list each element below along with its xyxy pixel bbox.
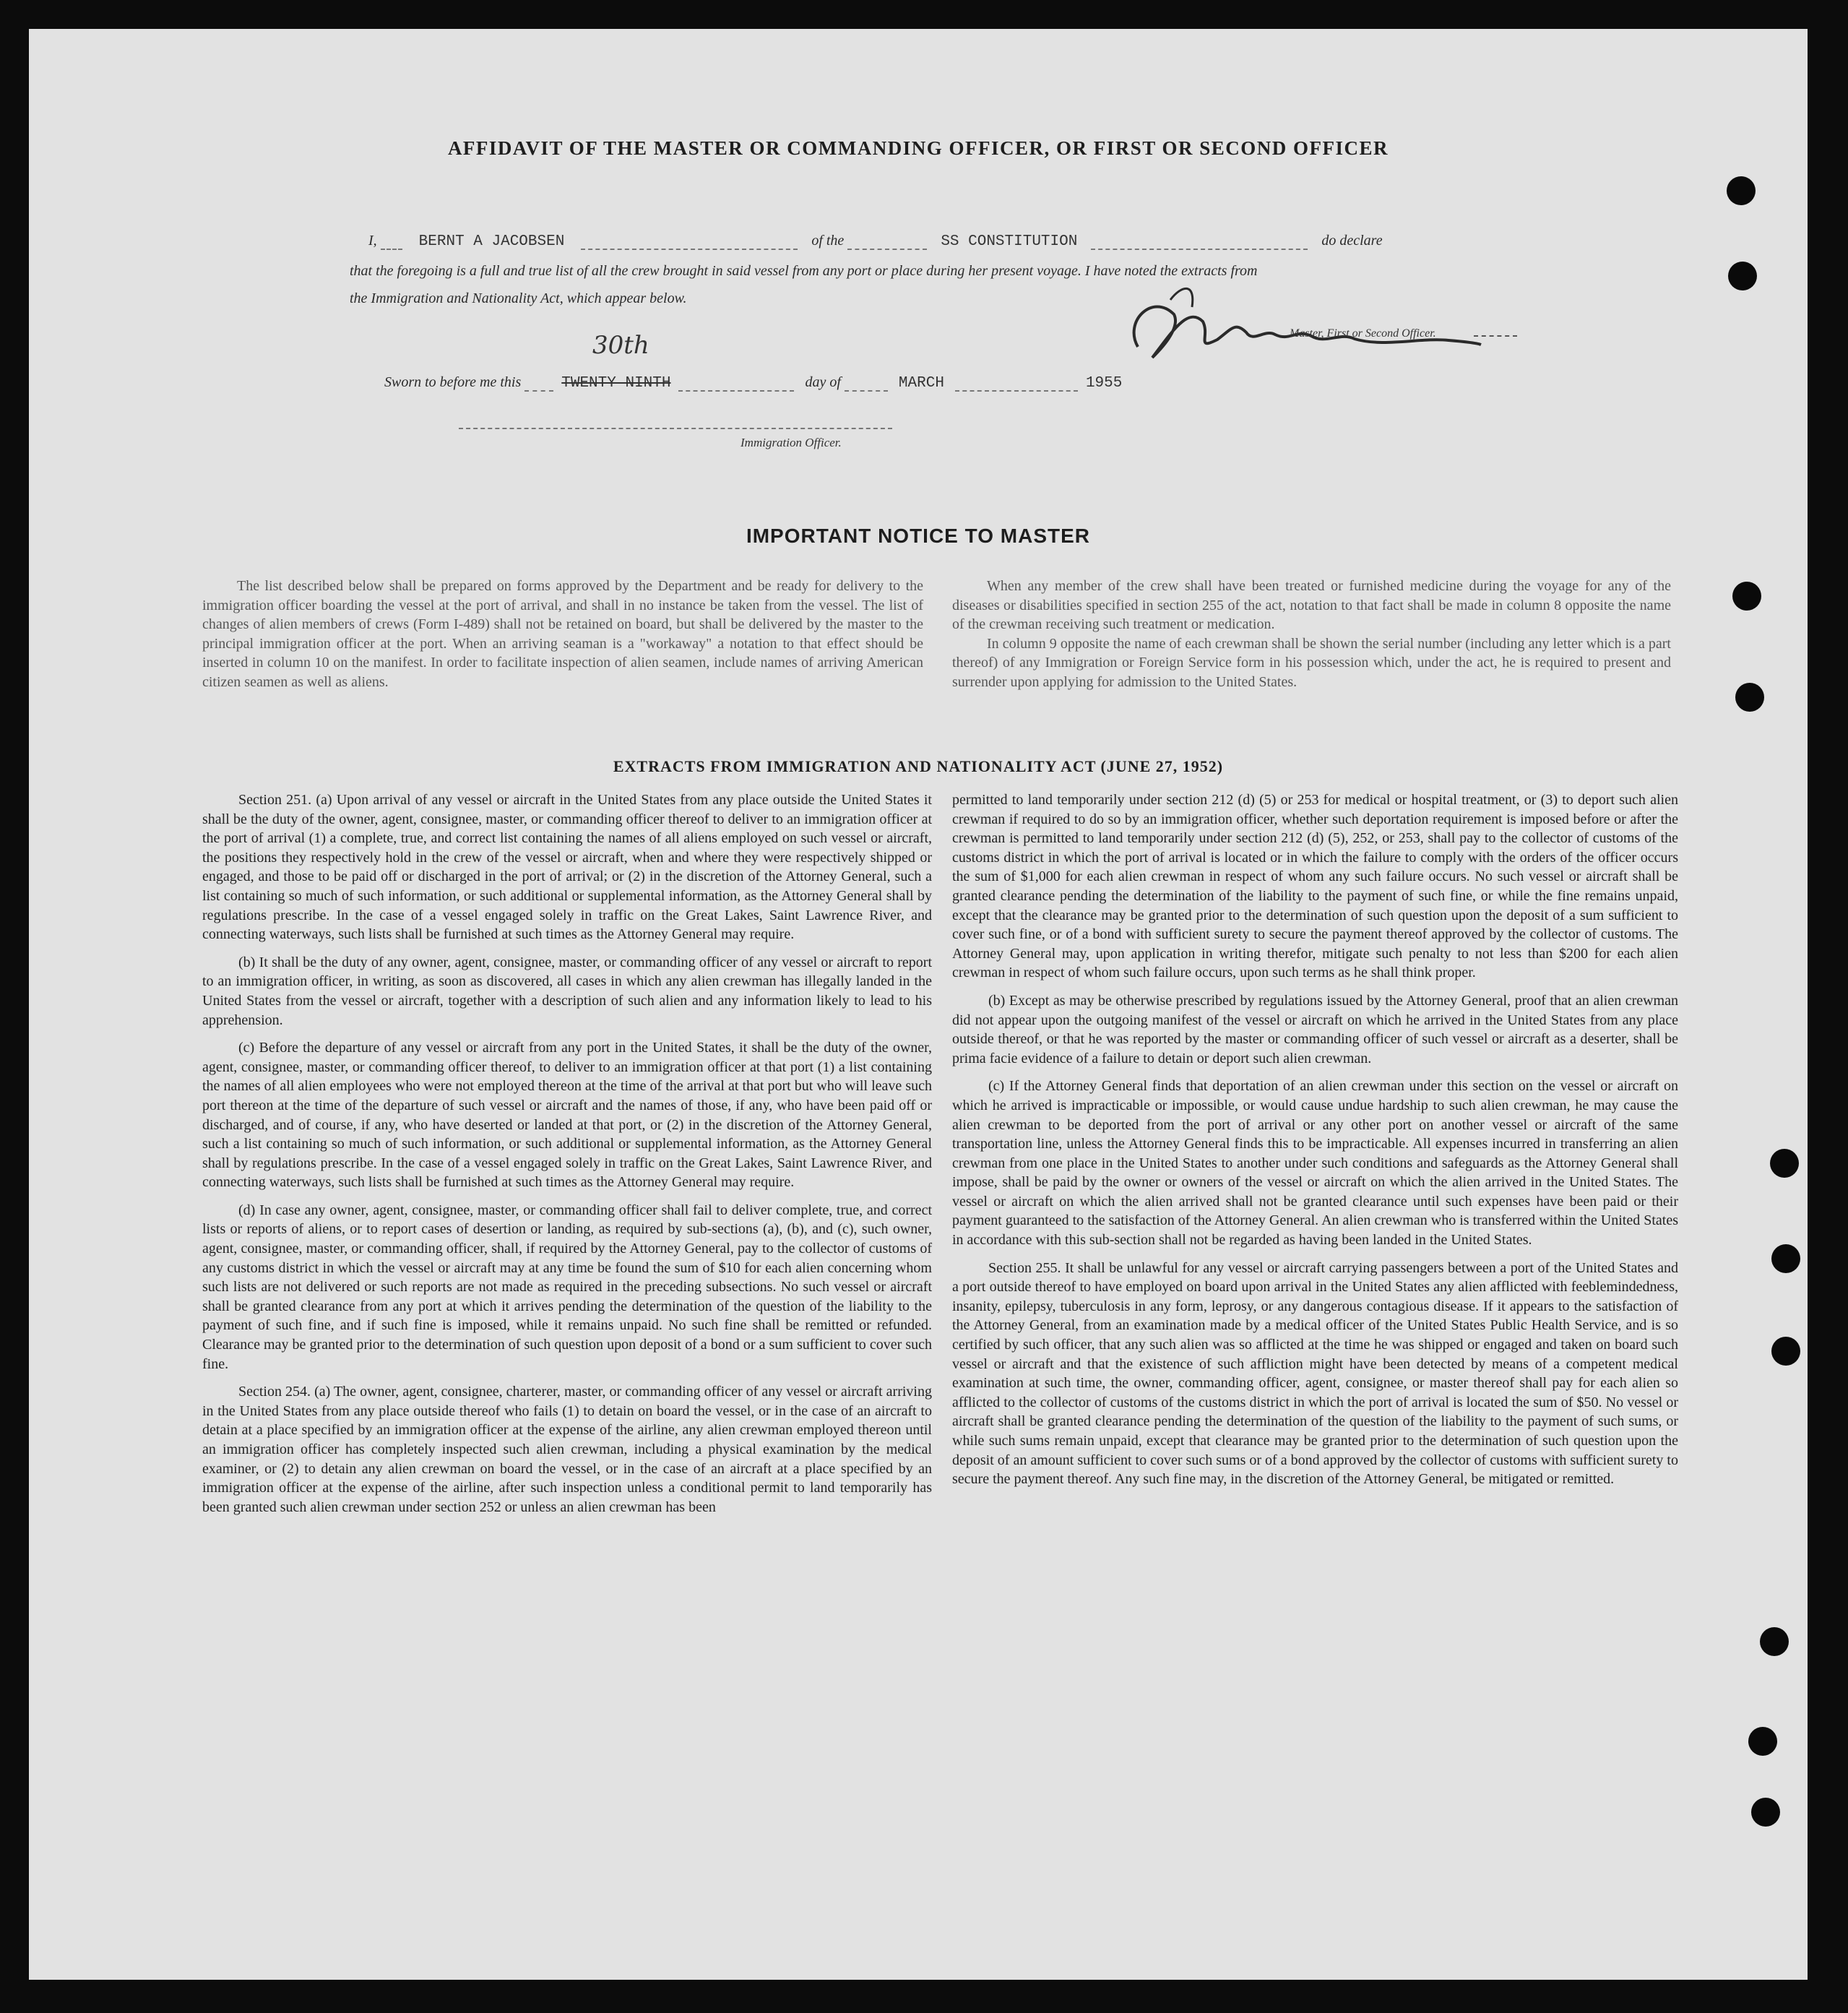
sworn-line [384, 374, 1122, 392]
section-255: Section 255. It shall be unlawful for any vessel or aircraft carrying passengers between a port of the United States and a port outside thereof to have employed on board upon arrival in the United States any alien afflicted with feeblemindedness, insanity, epilepsy, tuberculosis in any form, leprosy, or any dangerous contagious disease. If it appears to the satisfaction of the Attorney General, from an examination made by a medical officer of the United States Public Health Service, and is so certified by such officer, that any such alien was so afflicted at the time he was shipped or engaged and taken on board such vessel or aircraft and that the existence of such affliction might have been detected by means of a competent medical examination at such time, the owner, commanding officer, agent, consignee, or master thereof shall pay for each alien so afflicted to the collector of customs of the customs district in which the port of arrival is located the sum of $50. No vessel or aircraft shall be granted clearance pending the determination of the question of the liability to the payment of such sums, or while such sums remain unpaid, except that clearance may be granted prior to the determination of such question upon the deposit of an amount sufficient to cover such sums or of a bond approved by the collector of customs with sufficient surety to secure the payment thereof. Any such fine may, in the discretion of the Attorney General, be mitigated or remitted. [952, 1259, 1678, 1488]
notice-title: IMPORTANT NOTICE TO MASTER [746, 525, 1091, 547]
notice-right-paragraph-1: When any member of the crew shall have been treated or furnished medicine during the voyage for any of the diseases or disabilities specified in section 255 of the act, notation to that fact shall be made in column 8 opposite the name of the crewman receiving such treatment or medication. [952, 578, 1671, 632]
section-251b: (b) It shall be the duty of any owner, agent, consignee, master, or commanding officer of any vessel or aircraft to report to an immigration officer, in writing, as soon as discovered, all cases in which any alien crewman has illegally landed in the United States from the vessel or aircraft, together with a description of such alien and any information likely to lead to his apprehension. [202, 954, 932, 1028]
declaration-line [368, 233, 1383, 250]
extracts-title: EXTRACTS FROM IMMIGRATION AND NATIONALITY ACT (JUNE 27, 1952) [613, 757, 1224, 775]
handwritten-day: 30th [592, 331, 649, 360]
punch-hole [1728, 262, 1757, 290]
section-251c: (c) Before the departure of any vessel or aircraft from any port in the United States, it shall be the duty of the owner, agent, consignee, master, or commanding officer thereof, to deliver to an immigration officer at that port (1) a list containing the names of all alien employees who were not employed thereon at the time of the arrival at that port but who will leave such port thereon at the time of the departure of such vessel or aircraft and the names of those, if any, who have been paid off or discharged, and of course, if any, who have deserted or landed at that port, or (2) in the discretion of the Attorney General, such a list containing so much of such information, or such additional or supplemental information, as the Attorney General shall by regulations prescribe. In the case of a vessel engaged solely in traffic on the Great Lakes, Saint Lawrence River, and connecting waterways, such lists shall be furnished at such times as the Attorney General may require. [202, 1040, 932, 1191]
notice-right-column [952, 577, 1671, 691]
punch-hole [1727, 176, 1756, 205]
statement-line-2: the Immigration and Nationality Act, which appear below. [350, 290, 687, 306]
section-251a: Section 251. (a) Upon arrival of any vessel or aircraft in the United States from any place outside the United States it shall be the duty of the owner, agent, consignee, master, or commanding officer thereof to deliver to an immigration officer at the port of arrival (1) a complete, true, and correct list containing the names of all aliens employed on such vessel or aircraft, the positions they respectively hold in the crew of the vessel or aircraft, when and where they were respectively shipped or engaged, and those to be paid off or discharged in the port of arrival; or (2) in the discretion of the Attorney General, such a list containing so much of such information, or such additional or supplemental information, as the Attorney General shall by regulations prescribe. In the case of a vessel engaged solely in traffic on the Great Lakes, Saint Lawrence River, and connecting waterways, such lists shall be furnished at such times as the Attorney General may require. [202, 792, 932, 943]
of-the-label: of the [811, 233, 845, 249]
master-underline [1474, 325, 1517, 337]
i-label: I, [368, 233, 377, 249]
notice-left-column [202, 577, 923, 691]
notice-right-paragraph-2: In column 9 opposite the name of each crewman shall be shown the serial number (including any letter which is a part thereof) of any Immigration or Foreign Service form in his possession which, under the act, he is required to present and surrender upon applying for admission to the United States. [952, 635, 1671, 690]
punch-hole [1770, 1149, 1799, 1178]
punch-hole [1748, 1727, 1777, 1756]
section-254c: (c) If the Attorney General finds that deportation of an alien crewman under this section on the vessel or aircraft on which he arrived is impracticable or impossible, or would cause undue hardship to such alien crewman, he may cause the alien crewman to be deported from the port of arrival or any other port on another vessel or aircraft of the same transportation line, unless the Attorney General finds this to be impracticable. All expenses incurred in transferring an alien crewman from one place in the United States to another under such conditions and safeguards as the Attorney General shall impose, shall be paid by the owner or owners of the vessel or aircraft on which the alien arrived in the United States. The vessel or aircraft on which the alien arrived shall not be granted clearance until such expenses have been paid or their payment guaranteed to the satisfaction of the Attorney General. An alien crewman who is transferred within the United States in accordance with this sub-section shall not be regarded as having been landed in the United States. [952, 1078, 1678, 1249]
immigration-officer-label: Immigration Officer. [741, 436, 842, 449]
notice-left-paragraph: The list described below shall be prepared on forms approved by the Department and be ready for delivery to the immigration officer boarding the vessel at the port of arrival, and shall in no instance be taken from the vessel. The list of changes of alien members of crews (Form I-489) shall not be retained on board, but shall be delivered by the master to the principal immigration officer at the port. When an arriving seaman is a "workaway" a notation to that effect should be inserted in column 10 on the manifest. In order to facilitate inspection of alien seamen, include names of arriving American citizen seamen as well as aliens. [202, 578, 923, 690]
sworn-label: Sworn to before me this [384, 374, 522, 390]
master-name: BERNT A JACOBSEN [418, 233, 565, 250]
section-254b: (b) Except as may be otherwise prescribed by regulations issued by the Attorney General, proof that an alien crewman did not appear upon the outgoing manifest of the vessel or aircraft on which he arrived in the United States from any place outside thereof, or that he was reported by the master or commanding officer of such vessel or aircraft as a deserter, shall be prima facie evidence of a failure to detain or deport such alien crewman. [952, 992, 1678, 1066]
section-254a: Section 254. (a) The owner, agent, consignee, charterer, master, or commanding officer of any vessel or aircraft arriving in the United States from any place outside thereof who fails (1) to detain on board the vessel, or in the case of an aircraft to detain at a place specified by an immigration officer at the expense of the airline, any alien crewman employed thereon until an immigration officer has completely inspected such alien crewman, including a physical examination by the medical examiner, or (2) to detain any alien crewman on board the vessel, or in the case of an aircraft at a place specified by an immigration officer at the expense of the airline, after such inspection unless a conditional permit to land temporarily has been granted such alien crewman under section 252 or unless an alien crewman has been [202, 1384, 932, 1515]
document-page [29, 29, 1808, 1980]
affidavit-title: AFFIDAVIT OF THE MASTER OR COMMANDING OFFICER, OR FIRST OR SECOND OFFICER [447, 137, 1389, 159]
declare-label: do declare [1321, 233, 1383, 249]
punch-hole [1771, 1244, 1800, 1273]
month: MARCH [898, 375, 944, 392]
officer-signature-line [459, 428, 892, 429]
statement-line-1: that the foregoing is a full and true list of all the crew brought in said vessel from any port or place during her present voyage. I have noted the extracts from [350, 263, 1258, 279]
punch-hole [1732, 582, 1761, 611]
struck-day: TWENTY NINTH [561, 375, 671, 392]
punch-hole [1771, 1337, 1800, 1366]
punch-hole [1735, 683, 1764, 712]
master-title-label: Master, First or Second Officer. [1290, 327, 1436, 340]
extracts-right-column [952, 790, 1678, 1498]
section-251d: (d) In case any owner, agent, consignee, master, or commanding officer shall fail to deliver complete, true, and correct lists or reports of aliens, or to report cases of desertion or landing, as required by sub-sections (a), (b), and (c), such owner, agent, consignee, master, or commanding officer, shall, if required by the Attorney General, pay to the collector of customs of any customs district in which the vessel or aircraft may at any time be found the sum of $10 for each alien concerning whom such lists are not delivered or such reports are not made as required in the preceding subsections. No such vessel or aircraft shall be granted clearance from any port at which it arrives pending the determination of the question of the liability to the payment of such fine, and if such fine is imposed, while it remains unpaid. No such fine shall be remitted or refunded. Clearance may be granted prior to the determination of such question upon deposit of a bond or a sum sufficient to cover such fine. [202, 1202, 932, 1372]
vessel-name: SS CONSTITUTION [941, 233, 1078, 250]
year: 1955 [1085, 375, 1123, 392]
section-254a-continued: permitted to land temporarily under section 212 (d) (5) or 253 for medical or hospital treatment, or (3) to deport such alien crewman if required to do so by an immigration officer, whether such deportation requirement is imposed before or after the crewman is permitted to land temporarily under section 212 (d) (5), 252, or 253, shall pay to the collector of customs of the customs district in which the port of arrival is located or in which the failure to comply with the orders of the officer occurs the sum of $1,000 for each alien crewman in respect of whom any such failure occurs. No such vessel or aircraft shall be granted clearance pending the determination of the liability to the payment of such fine, or while the fine remains unpaid, except that the clearance may be granted prior to the determination of such question upon the deposit of a sum sufficient to cover such fine, or of a bond with sufficient surety to secure the payment thereof approved by the collector of customs. The Attorney General may, upon application in writing therefor, mitigate such penalty to not less than $200 for each alien crewman in respect of whom such failure occurs, upon such terms as he shall think proper. [952, 792, 1678, 981]
day-of-label: day of [805, 374, 841, 390]
punch-hole [1751, 1798, 1780, 1827]
punch-hole [1760, 1627, 1789, 1656]
extracts-left-column [202, 790, 932, 1525]
